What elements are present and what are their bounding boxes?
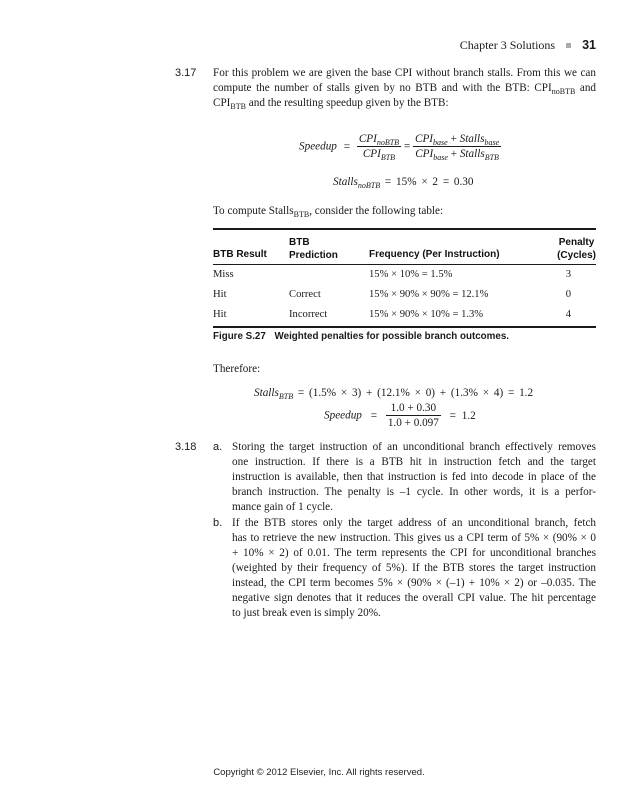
subscript: BTB: [230, 102, 246, 111]
speedup-label: Speedup: [299, 140, 337, 153]
subscript: noBTB: [357, 181, 381, 190]
numerator: $CPI_{base}$ + Stalls$_{base}$: [414, 133, 500, 147]
stalls-label: Stalls: [333, 176, 358, 188]
cell-prediction: Incorrect: [289, 309, 328, 320]
equals-sign: =: [403, 140, 411, 153]
cell-result: Hit: [213, 309, 227, 320]
fraction-speedup: [386, 402, 441, 429]
item-b-label: b.: [213, 517, 223, 529]
table-row: [213, 286, 596, 306]
running-header: [460, 38, 596, 53]
denominator: 1.0 + 0.097: [387, 417, 439, 429]
speedup-label: Speedup: [324, 409, 362, 422]
cell-frequency: 15% × 90% × 90% = 12.1%: [369, 289, 489, 300]
subscript: BTB: [278, 392, 294, 401]
header-penalty: [557, 236, 596, 262]
text-line: negative sign denotes that it reduces the overall CPI value. The hit percentage: [232, 592, 596, 604]
header-frequency: Frequency (Per Instruction): [369, 249, 500, 260]
cell-prediction: Correct: [289, 289, 321, 300]
header-line: Prediction: [289, 250, 338, 261]
table-top-rule: [213, 228, 596, 230]
figure-caption: [213, 331, 509, 342]
text-run: compute the number of stalls given by no BTB and with the BTB: CPI: [213, 82, 552, 94]
item-b-text: [232, 516, 596, 621]
therefore-label: Therefore:: [213, 363, 261, 375]
copyright-footer: Copyright © 2012 Elsevier, Inc. All rights reserved.: [213, 767, 425, 778]
text-line: instruction is available, then that instruction is fed into decode in place of the: [232, 471, 596, 483]
cell-result: Miss: [213, 269, 234, 280]
cell-result: Hit: [213, 289, 227, 300]
text-run: and: [575, 82, 597, 94]
text-run: and the resulting speedup given by the BTB:: [245, 97, 449, 109]
text-line: one instruction. If there is a BTB hit in instruction fetch and the target: [232, 456, 596, 468]
cell-frequency: 15% × 90% × 10% = 1.3%: [369, 309, 484, 320]
speedup-result: = 1.2: [449, 409, 476, 422]
caption-label: Figure S.27: [213, 331, 266, 342]
table-row: [213, 306, 596, 326]
text-line: (weighted by their frequency of 5%). If the BTB stores the target instruction: [232, 562, 596, 574]
cell-penalty: 0: [565, 289, 571, 300]
fraction-stalls: [413, 133, 501, 160]
speedup-result-equation: [324, 402, 476, 429]
text-line: If the BTB stores only the target address of an unconditional branch, fetch: [232, 517, 596, 529]
equals-sign: =: [343, 140, 351, 153]
header-prediction: [289, 236, 338, 262]
stalls-nobtb-equation: [333, 176, 474, 188]
text-line: For this problem we are given the base CPI without branch stalls. From this we can: [213, 67, 596, 79]
header-separator: [566, 43, 571, 48]
table-bottom-rule: [213, 326, 596, 328]
text-line: [213, 81, 596, 96]
cell-penalty: 3: [565, 269, 571, 280]
text-line: [213, 96, 596, 111]
text-line: + 10% × 2) of 0.01. The term represents the CPI for unconditional branches: [232, 547, 596, 559]
table-header-rule: [213, 264, 596, 265]
table-body: [213, 266, 596, 326]
compute-stalls-text: [213, 204, 443, 219]
header-line: BTB: [289, 237, 310, 248]
table-row: [213, 266, 596, 286]
subscript: BTB: [293, 210, 310, 219]
text-line: branch instruction. The penalty is –1 cycle. In other words, it is a perfor-: [232, 486, 596, 498]
problem-317-intro: [213, 66, 596, 111]
fraction-cpi: [357, 133, 401, 160]
equals-sign: =: [370, 409, 378, 422]
text-line: instead, the CPI term becomes 5% × (90% × (–1) + 10% × 2) or –0.035. The: [232, 577, 596, 589]
text-run: CPI: [213, 97, 231, 109]
numerator: $CPI_{noBTB}$: [358, 133, 400, 147]
denominator: $CPI_{BTB}$: [362, 148, 396, 162]
stalls-expression: = 15% × 2 = 0.30: [384, 176, 474, 188]
problem-number-317: 3.17: [175, 67, 197, 79]
stalls-btb-equation: [254, 387, 533, 399]
text-line: Storing the target instruction of an unconditional branch effectively removes: [232, 441, 596, 453]
text-run: To compute Stalls: [213, 205, 294, 217]
problem-number-318: 3.18: [175, 441, 197, 453]
cell-frequency: 15% × 10% = 1.5%: [369, 269, 453, 280]
text-line: has to retrieve the new instruction. This gives us a CPI term of 5% × (90% × 0: [232, 532, 596, 544]
numerator: 1.0 + 0.30: [386, 402, 441, 416]
cell-penalty: 4: [565, 309, 571, 320]
stalls-expression: = (1.5% × 3) + (12.1% × 0) + (1.3% × 4) = 1.2: [297, 387, 534, 399]
text-run: , consider the following table:: [309, 205, 444, 217]
chapter-title: Chapter 3 Solutions: [459, 38, 556, 52]
text-line: to just break even is simply 20%.: [232, 607, 381, 619]
header-result: BTB Result: [213, 249, 267, 260]
header-line: Penalty: [558, 237, 595, 248]
table-header: [213, 233, 596, 265]
page-number: 31: [582, 38, 596, 52]
caption-text: Weighted penalties for possible branch outcomes.: [274, 331, 509, 342]
item-a-label: a.: [213, 441, 223, 453]
speedup-equation: [299, 133, 501, 160]
item-a-text: [232, 440, 596, 515]
text-line: mance gain of 1 cycle.: [232, 501, 333, 513]
header-line: (Cycles): [557, 250, 596, 261]
denominator: $CPI_{base}$ + Stalls$_{BTB}$: [415, 148, 499, 162]
subscript: noBTB: [551, 87, 576, 96]
stalls-label: Stalls: [254, 387, 279, 399]
